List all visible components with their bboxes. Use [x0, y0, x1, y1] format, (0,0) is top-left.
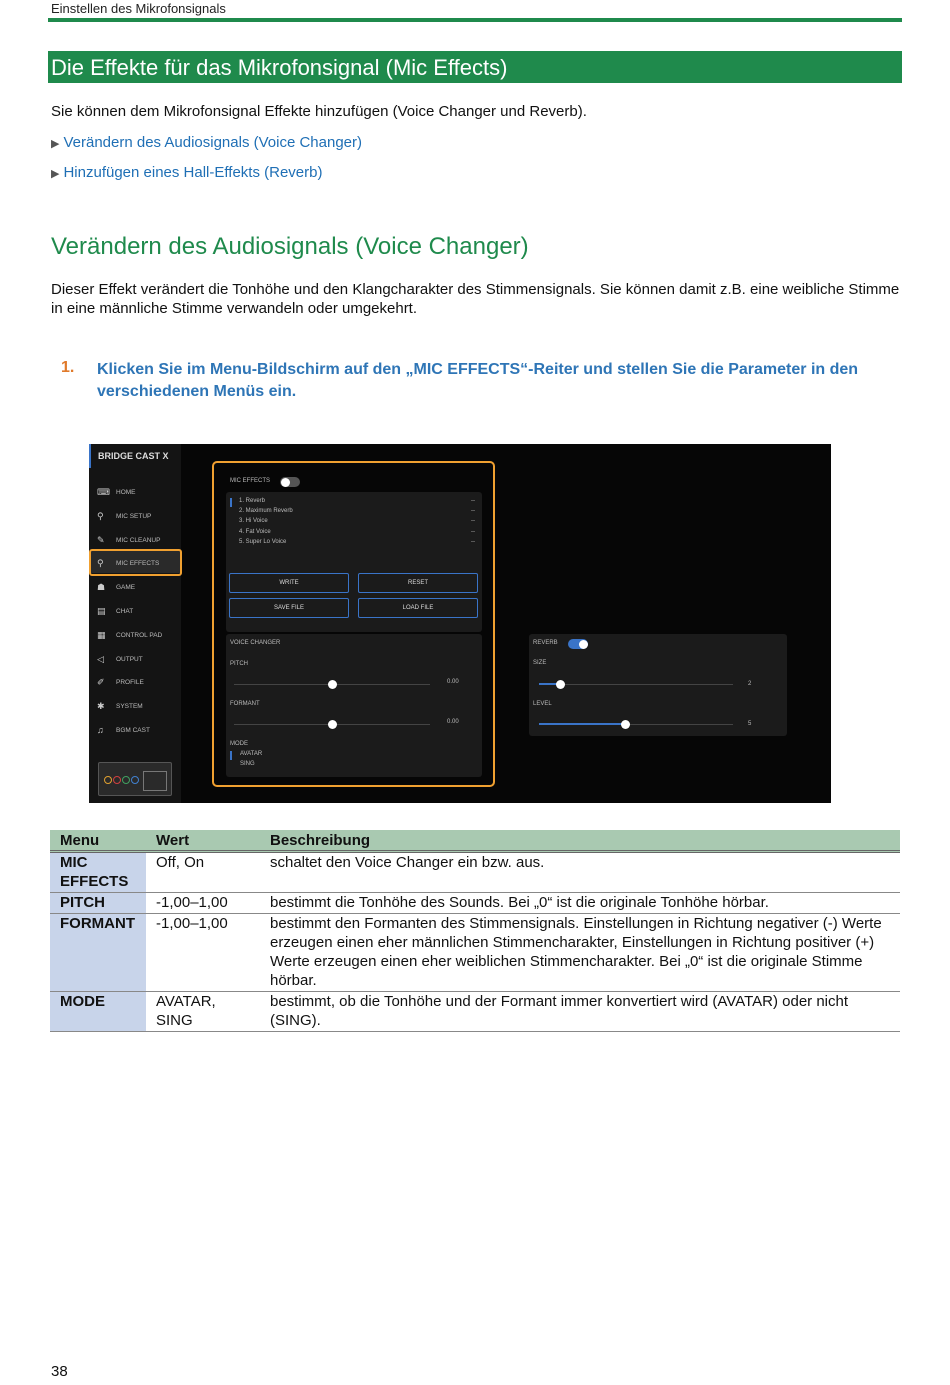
row-description: bestimmt den Formanten des Stimmensignals. Einstellungen in Richtung negativer (-) Werte erzeugen einen eher männlichen Stimmencharakter, Einstellungen in Richtung positiver (+) Werte erzeugen einen eher weiblichen Stimmencharakter. Bei „0“ ist die originale Stimme hörbar.: [260, 914, 900, 992]
nav-icon: ♫: [97, 725, 104, 735]
formant-label: FORMANT: [230, 701, 260, 707]
nav-label: SYSTEM: [116, 703, 143, 711]
row-menu: MODE: [50, 992, 146, 1032]
nav-item-home[interactable]: [95, 484, 181, 504]
nav-item-bgm-cast[interactable]: [95, 722, 181, 742]
nav-item-output[interactable]: [95, 651, 181, 671]
mode-option-avatar[interactable]: AVATAR: [240, 751, 263, 757]
triangle-right-icon: ▶: [51, 138, 60, 150]
load-file-button[interactable]: LOAD FILE: [358, 598, 478, 618]
reverb-panel: [529, 634, 787, 736]
nav-icon: ◁: [97, 653, 104, 664]
nav-highlight-frame: [89, 549, 182, 576]
nav-label: PROFILE: [116, 679, 144, 687]
nav-item-chat[interactable]: [95, 603, 181, 623]
nav-icon: ▦: [97, 629, 106, 640]
formant-value: 0.00: [447, 719, 459, 725]
step-text: Klicken Sie im Menu-Bildschirm auf den „MIC EFFECTS“-Reiter und stellen Sie die Parameter in den verschiedenen Menüs ein.: [97, 361, 859, 400]
size-slider-track[interactable]: [539, 684, 733, 685]
preset-item[interactable]: 5. Super Lo Voice: [239, 538, 287, 545]
voice-changer-title: VOICE CHANGER: [230, 640, 281, 646]
pitch-label: PITCH: [230, 661, 248, 667]
preset-value: --: [471, 528, 475, 535]
nav-label: OUTPUT: [116, 655, 143, 663]
pitch-value: 0.00: [447, 679, 459, 685]
row-value: -1,00–1,00: [146, 914, 260, 992]
nav-item-game[interactable]: [95, 579, 181, 599]
column-header-wert: Wert: [146, 830, 260, 852]
row-menu: FORMANT: [50, 914, 146, 992]
app-screenshot: [89, 444, 831, 803]
step-number: 1.: [61, 359, 75, 376]
level-slider-fill: [539, 723, 625, 725]
nav-icon: ✱: [97, 701, 105, 712]
nav-item-system[interactable]: [95, 698, 181, 718]
table-row: [50, 992, 900, 1032]
device-illustration: [98, 762, 172, 796]
preset-item[interactable]: 4. Fat Voice: [239, 528, 271, 535]
row-menu: MIC EFFECTS: [50, 852, 146, 893]
row-value: AVATAR, SING: [146, 992, 260, 1032]
app-name: BRIDGE CAST X: [98, 451, 169, 461]
panel-highlight-frame: [212, 461, 495, 787]
link-label[interactable]: Hinzufügen eines Hall-Effekts (Reverb): [63, 164, 323, 181]
subsection-title: Verändern des Audiosignals (Voice Changer): [51, 233, 529, 260]
table-header-row: [50, 830, 900, 852]
save-file-button[interactable]: SAVE FILE: [229, 598, 349, 618]
table-row: [50, 914, 900, 992]
page-number: 38: [51, 1363, 68, 1380]
size-value: 2: [748, 681, 752, 687]
link-reverb[interactable]: [51, 164, 322, 181]
app-title-marker: [89, 444, 91, 468]
knob-icon: [113, 776, 121, 784]
knob-icon: [131, 776, 139, 784]
preset-item[interactable]: 3. Hi Voice: [239, 518, 268, 525]
link-label[interactable]: Verändern des Audiosignals (Voice Changer): [63, 134, 362, 151]
nav-icon: ✎: [97, 534, 105, 545]
reset-button[interactable]: RESET: [358, 573, 478, 593]
nav-icon: ▤: [97, 606, 106, 616]
triangle-right-icon: ▶: [51, 168, 60, 180]
level-value: 5: [748, 721, 752, 727]
row-description: schaltet den Voice Changer ein bzw. aus.: [260, 852, 900, 893]
nav-label: HOME: [116, 489, 136, 496]
nav-label: GAME: [116, 584, 136, 592]
nav-label: CONTROL PAD: [116, 631, 163, 639]
row-description: bestimmt die Tonhöhe des Sounds. Bei „0“ ist die originale Tonhöhe hörbar.: [260, 893, 900, 914]
nav-label: MIC CLEANUP: [116, 536, 161, 544]
parameter-table: [50, 830, 900, 1032]
nav-label: CHAT: [116, 608, 134, 615]
mic-effects-label: MIC EFFECTS: [230, 478, 270, 484]
preset-item[interactable]: 1. Reverb: [239, 498, 266, 504]
intro-text: Sie können dem Mikrofonsignal Effekte hinzufügen (Voice Changer und Reverb).: [51, 103, 587, 120]
knob-icon: [122, 776, 130, 784]
size-slider-knob[interactable]: [556, 680, 565, 689]
nav-item-profile[interactable]: [95, 674, 181, 694]
nav-label: BGM CAST: [116, 727, 150, 734]
header-rule: [48, 18, 902, 22]
column-header-beschreibung: Beschreibung: [260, 830, 900, 852]
column-header-menu: Menu: [50, 830, 146, 852]
nav-icon: ✐: [97, 677, 105, 688]
size-label: SIZE: [533, 660, 547, 666]
table-row: [50, 893, 900, 914]
nav-label: MIC SETUP: [116, 512, 152, 520]
level-slider-knob[interactable]: [621, 720, 630, 729]
nav-icon: ☗: [97, 582, 106, 593]
level-label: LEVEL: [533, 701, 552, 707]
preset-value: --: [471, 508, 475, 515]
row-description: bestimmt, ob die Tonhöhe und der Formant immer konvertiert wird (AVATAR) oder nicht (SING).: [260, 992, 900, 1032]
preset-value: --: [471, 498, 475, 504]
description-paragraph: Dieser Effekt verändert die Tonhöhe und den Klangcharakter des Stimmensignals. Sie können damit z.B. eine weibliche Stimme in eine männliche Stimme verwandeln oder umgekehrt.: [51, 281, 900, 317]
row-menu: PITCH: [50, 893, 146, 914]
running-header: Einstellen des Mikrofonsignals: [51, 1, 226, 16]
write-button[interactable]: WRITE: [229, 573, 349, 593]
preset-item[interactable]: 2. Maximum Reverb: [239, 508, 293, 515]
section-title: Die Effekte für das Mikrofonsignal (Mic Effects): [51, 55, 508, 80]
reverb-toggle[interactable]: [568, 639, 588, 649]
nav-icon: ⌨: [97, 487, 110, 497]
pad-grid-icon: [143, 771, 167, 791]
knob-icon: [104, 776, 112, 784]
nav-item-control-pad[interactable]: [95, 627, 181, 647]
nav-icon: ⚲: [97, 510, 104, 521]
row-value: Off, On: [146, 852, 260, 893]
preset-value: --: [471, 538, 475, 545]
nav-icon: ⚲: [97, 558, 104, 569]
table-row: [50, 852, 900, 893]
link-voice-changer[interactable]: [51, 134, 362, 151]
reverb-title: REVERB: [533, 640, 558, 646]
nav-item-mic-setup[interactable]: [95, 508, 181, 528]
toggle-knob: [579, 640, 588, 649]
mode-label: MODE: [230, 741, 248, 747]
row-value: -1,00–1,00: [146, 893, 260, 914]
nav-label: MIC EFFECTS: [116, 560, 160, 568]
mode-option-sing[interactable]: SING: [240, 761, 255, 767]
preset-value: --: [471, 518, 475, 525]
